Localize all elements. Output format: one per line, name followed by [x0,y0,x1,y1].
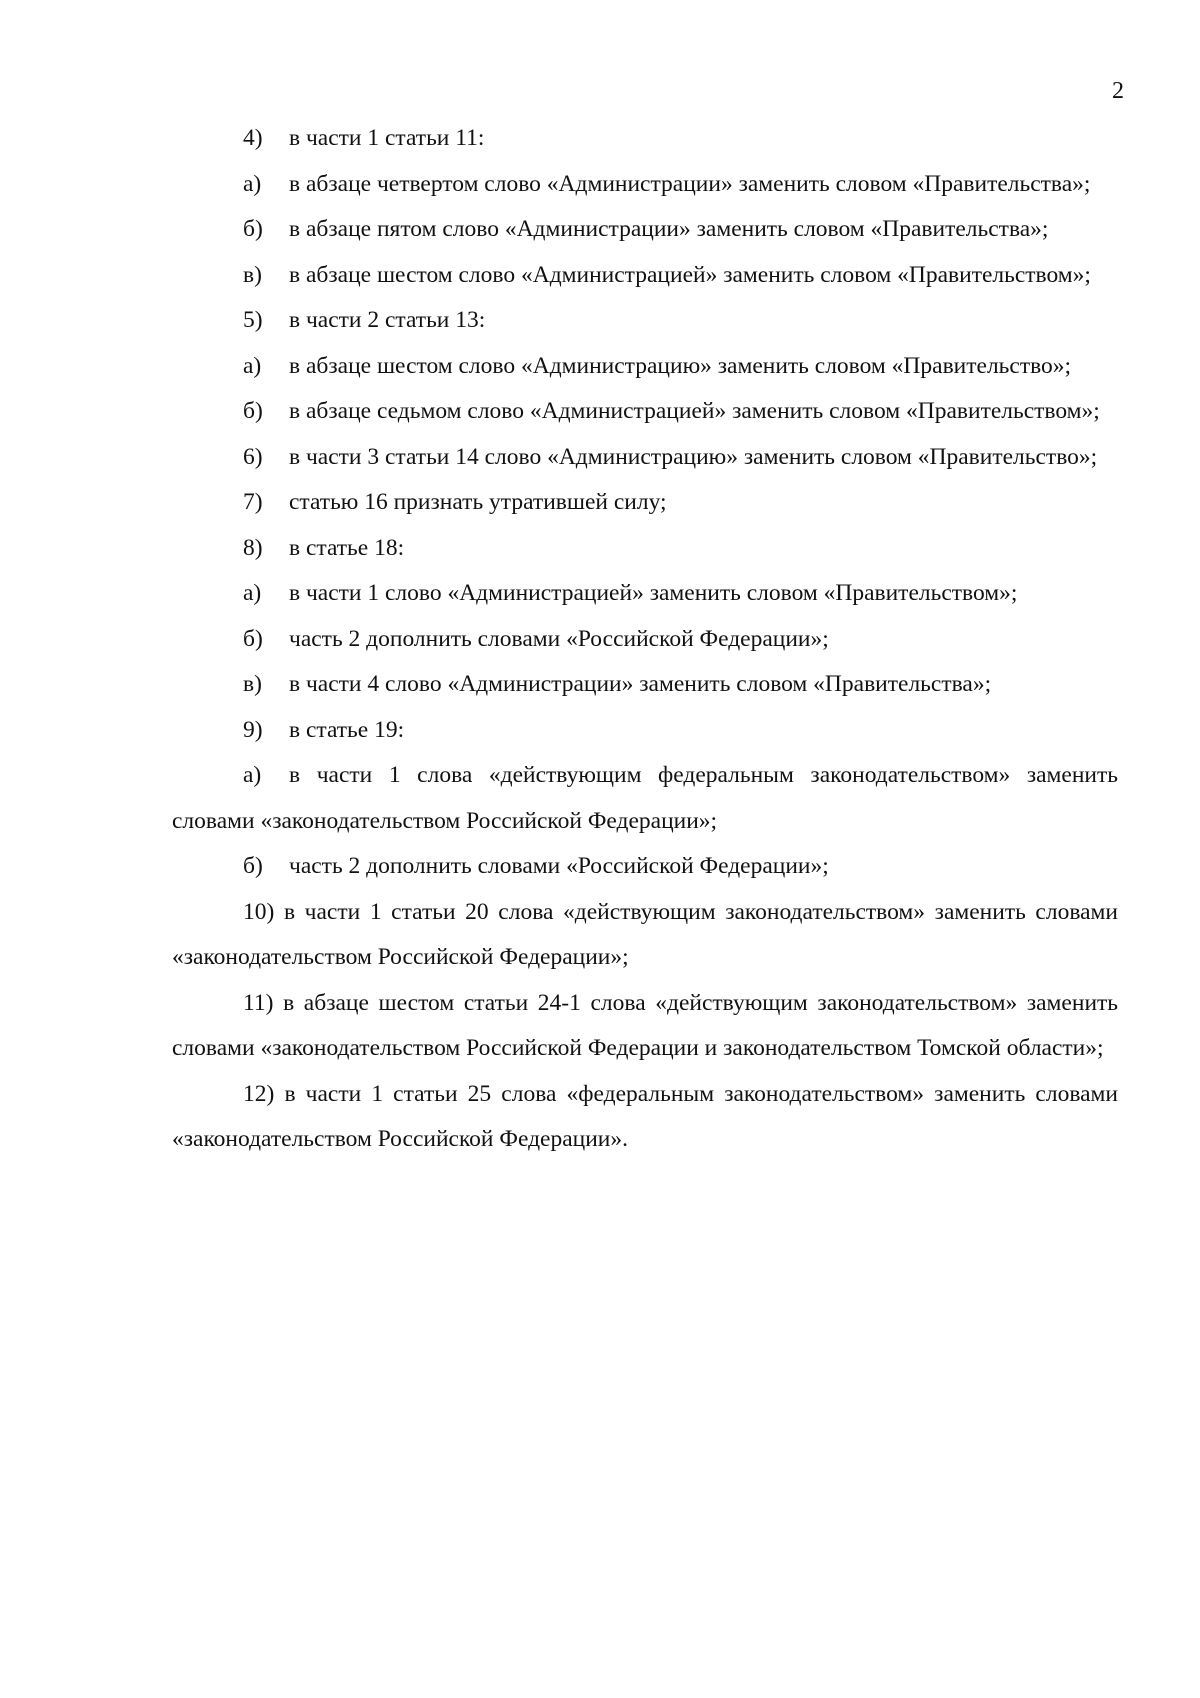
item-text: в части 1 статьи 20 слова «действующим законодательством» заменить словами «законодательством Российской Федерации»; [172,898,1119,970]
item-number: б) [243,625,263,652]
item-number: в) [243,261,262,288]
list-item [172,253,1118,299]
list-item [172,298,1118,344]
item-number: 10) [243,898,275,925]
item-number: а) [243,170,262,197]
item-number: 11) [243,989,274,1016]
item-text: в абзаце шестом слово «Администрацией» заменить словом «Правительством»; [289,261,1091,288]
list-item [172,662,1118,708]
item-number: б) [243,216,263,242]
list-item [172,162,1118,208]
item-number: а) [243,352,262,379]
list-item [172,708,1118,754]
list-item [172,526,1118,572]
list-item [172,1072,1118,1163]
list-item [172,890,1118,981]
page-number: 2 [1112,78,1124,104]
list-item [172,981,1118,1072]
item-text: в абзаце шестом статьи 24-1 слова «действующим законодательством» заменить словами «законодательством Российской Федерации и законодательством Томской области»; [172,989,1119,1061]
list-item [172,116,1118,162]
item-text: в статье 19: [289,716,405,743]
item-number: 12) [243,1080,275,1107]
item-number: 7) [243,489,263,515]
document-body [172,116,1118,1163]
item-text: в части 1 статьи 25 слова «федеральным законодательством» заменить словами «законодательством Российской Федерации». [172,1080,1119,1152]
list-item [172,435,1118,481]
item-text: в части 3 статьи 14 слово «Администрацию» заменить словом «Правительство»; [289,443,1098,470]
item-text: часть 2 дополнить словами «Российской Федерации»; [289,853,829,879]
item-text: в части 1 слово «Администрацией» заменить словом «Правительством»; [289,580,1018,606]
list-item [172,480,1118,526]
list-item [172,344,1118,390]
item-number: б) [243,398,263,424]
item-number: б) [243,853,263,879]
item-text: часть 2 дополнить словами «Российской Федерации»; [289,625,829,652]
list-item [172,207,1118,253]
item-text: в статье 18: [289,534,405,561]
list-item [172,571,1118,617]
item-text: в части 1 статьи 11: [289,125,485,151]
item-text: в абзаце четвертом слово «Администрации» заменить словом «Правительства»; [289,170,1091,197]
item-number: а) [243,580,262,606]
item-text: в части 4 слово «Администрации» заменить словом «Правительства»; [289,671,992,697]
list-item [172,844,1118,890]
item-number: в) [243,671,262,697]
item-text: в абзаце шестом слово «Администрацию» заменить словом «Правительство»; [289,352,1072,379]
list-item [172,753,1118,844]
item-number: 5) [243,307,263,333]
item-text: статью 16 признать утратившей силу; [289,489,667,515]
item-number: 8) [243,534,263,561]
list-item [172,389,1118,435]
item-number: 4) [243,125,263,151]
item-number: 6) [243,443,263,470]
item-text: в части 2 статьи 13: [289,307,486,333]
item-text: в части 1 слова «действующим федеральным законодательством» заменить словами «законодательством Российской Федерации»; [172,762,1118,834]
item-text: в абзаце седьмом слово «Администрацией» заменить словом «Правительством»; [289,398,1100,424]
item-number: 9) [243,716,263,743]
list-item [172,617,1118,663]
item-text: в абзаце пятом слово «Администрации» заменить словом «Правительства»; [289,216,1049,242]
item-number: а) [243,762,262,788]
